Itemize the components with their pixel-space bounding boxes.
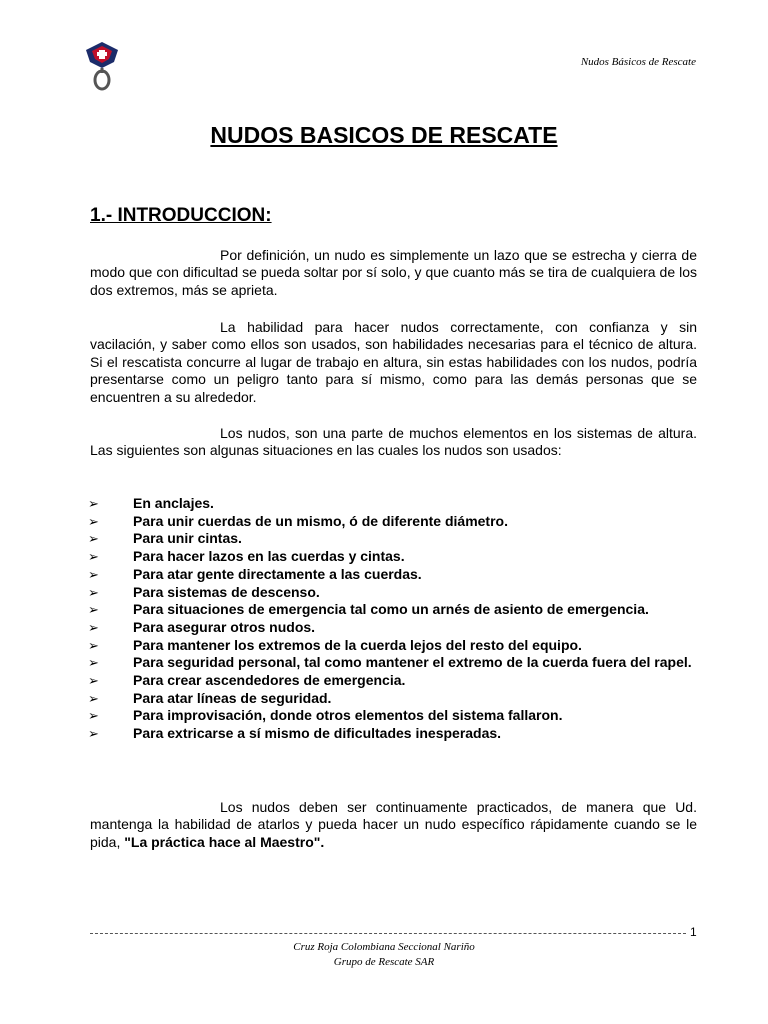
list-item: ➢ Para hacer lazos en las cuerdas y cintas.: [88, 548, 405, 565]
list-item: ➢ Para mantener los extremos de la cuerda lejos del resto del equipo.: [88, 636, 582, 653]
arrow-bullet-icon: ➢: [88, 708, 99, 724]
section-heading: 1.- INTRODUCCION:: [90, 205, 272, 226]
uses-list: [88, 495, 700, 743]
list-item: ➢ Para atar líneas de seguridad.: [88, 689, 332, 706]
arrow-bullet-icon: ➢: [88, 531, 99, 547]
footer-group: Grupo de Rescate SAR: [333, 956, 435, 968]
arrow-bullet-icon: ➢: [88, 726, 99, 742]
arrow-bullet-icon: ➢: [88, 496, 99, 511]
rescue-emblem-icon: [84, 40, 120, 92]
arrow-bullet-icon: ➢: [88, 673, 99, 689]
intro-paragraph-3: Los nudos, son una parte de muchos elementos en los sistemas de altura. Las siguientes son algunas situaciones en las cuales los nudos son usados:: [90, 425, 697, 459]
intro-paragraph-2: La habilidad para hacer nudos correctamente, con confianza y sin vacilación, y saber como ellos son usados, son habilidades necesarias para el técnico de altura. Si el rescatista concurre al lugar de trabajo en altura, sin estas habilidades con los nudos, podría presentarse como un peligro tanto para sí mismo, como para las demás personas que se encuentren a su alrededor.: [90, 319, 697, 405]
list-item: ➢ Para asegurar otros nudos.: [88, 618, 316, 635]
closing-quote: "La práctica hace al Maestro".: [124, 833, 325, 850]
arrow-bullet-icon: ➢: [88, 690, 99, 706]
intro-paragraph-1: Por definición, un nudo es simplemente un lazo que se estrecha y cierra de modo que con dificultad se pueda soltar por sí solo, y que cuanto más se tira de cualquiera de los dos extremos, más se aprieta.: [90, 247, 697, 298]
arrow-bullet-icon: ➢: [88, 584, 99, 600]
arrow-bullet-icon: ➢: [88, 513, 99, 529]
list-item: ➢ Para unir cintas.: [88, 530, 242, 547]
closing-paragraph: Los nudos deben ser continuamente practicados, de manera que Ud. mantenga la habilidad de atarlos y pueda hacer un nudo específico rápidamente cuando se le pida, "La práctica hace al Maestro".: [90, 799, 697, 850]
running-header: Nudos Básicos de Rescate: [580, 56, 696, 68]
list-item: ➢ En anclajes.: [88, 495, 214, 511]
document-title: NUDOS BASICOS DE RESCATE: [210, 122, 558, 148]
footer: [0, 940, 768, 970]
list-item: ➢ Para atar gente directamente a las cuerdas.: [88, 565, 422, 582]
arrow-bullet-icon: ➢: [88, 655, 99, 671]
arrow-bullet-icon: ➢: [88, 566, 99, 582]
footer-divider: [90, 933, 686, 934]
list-item: ➢ Para situaciones de emergencia tal como un arnés de asiento de emergencia.: [88, 601, 649, 618]
list-item: ➢ Para crear ascendedores de emergencia.: [88, 672, 406, 689]
page-number: 1: [690, 925, 697, 939]
footer-organization: Cruz Roja Colombiana Seccional Nariño: [293, 941, 475, 953]
list-item: ➢ Para unir cuerdas de un mismo, ó de diferente diámetro.: [88, 512, 508, 529]
list-item: ➢ Para seguridad personal, tal como mantener el extremo de la cuerda fuera del rapel.: [88, 654, 692, 671]
arrow-bullet-icon: ➢: [88, 602, 99, 618]
list-item: ➢ Para sistemas de descenso.: [88, 583, 320, 600]
list-item: ➢ Para extricarse a sí mismo de dificultades inesperadas.: [88, 725, 502, 742]
arrow-bullet-icon: ➢: [88, 637, 99, 653]
arrow-bullet-icon: ➢: [88, 549, 99, 565]
arrow-bullet-icon: ➢: [88, 619, 99, 635]
list-item: ➢ Para improvisación, donde otros elementos del sistema fallaron.: [88, 707, 563, 724]
